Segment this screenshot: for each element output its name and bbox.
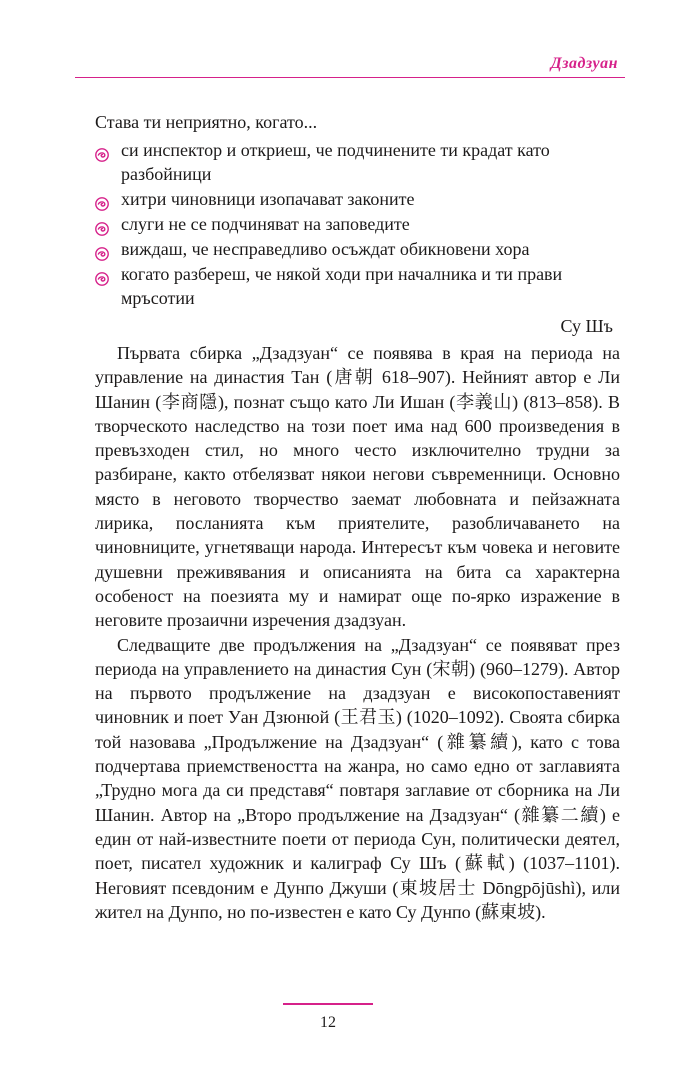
list-item-text: си инспектор и откриеш, че подчинените ти крадат като разбойници (121, 140, 550, 184)
body-paragraph: Първата сбирка „Дзадзуан“ се появява в края на периода на управление на династия Тан (唐朝 618–907). Нейният автор е Ли Шанин (李商隱), познат също като Ли Ишан (李義山) (813–858). В творческото наследство на този поет има над 600 произведения в превъзходен стил, но много често изключително трудни за разбиране, както отбелязват някои негови съвременници. Основно място в неговото творчество заемат любовната и пейзажната лирика, посланията към приятелите, разобличаването на чиновниците, угнетяващи народа. Интересът към човека и неговите душевни преживявания и описанията на бита са характерна особеност на поезията му и намират още по-ярко изражение в неговите прозаични изречения дзадзуан. (95, 343, 620, 631)
swirl-bullet-icon (95, 193, 109, 207)
page-number: 12 (320, 1014, 336, 1031)
list-item (95, 262, 615, 310)
list-item-text: хитри чиновници изопачават законите (121, 189, 415, 209)
swirl-bullet-icon (95, 268, 109, 282)
swirl-bullet-icon (95, 243, 109, 257)
body-text (95, 341, 620, 924)
list-item (95, 187, 615, 211)
epigraph-intro: Става ти неприятно, когато... (95, 112, 318, 132)
running-header-title: Дзадзуан (550, 55, 618, 72)
body-paragraph: Следващите две продължения на „Дзадзуан“ се появяват през периода на управлението на династия Сун (宋朝) (960–1279). Автор на първото продължение на дзадзуан е високопоставеният чиновник и поет Уан Дзюнюй (王君玉) (1020–1092). Своята сбирка той назовава „Продължение на Дзадзуан“ (雜纂續), като с това подчертава приемствеността на жанра, но само едно от заглавията „Трудно мога да си представя“ повтаря заглавие от сборника на Ли Шанин. Автор на „Второ продължение на Дзадзуан“ (雜纂二續) е един от най-известните поети от периода Сун, политически деятел, поет, писател художник и калиграф Су Шъ (蘇軾) (1037–1101). Неговият псевдоним е Дунпо Джуши (東坡居士 Dōngpōjūshì), или жител на Дунпо, но по-известен е като Су Дунпо (蘇東坡). (95, 634, 620, 922)
header-divider (75, 77, 625, 78)
list-item (95, 212, 615, 236)
list-item-text: виждаш, че несправедливо осъждат обикновени хора (121, 239, 530, 259)
swirl-bullet-icon (95, 218, 109, 232)
footer-divider (283, 1003, 373, 1005)
swirl-bullet-icon (95, 144, 109, 158)
epigraph-author: Су Шъ (560, 316, 613, 336)
list-item (95, 138, 615, 186)
list-item-text: слуги не се подчиняват на заповедите (121, 214, 410, 234)
epigraph-list (95, 138, 615, 310)
list-item (95, 237, 615, 261)
list-item-text: когато разбереш, че някой ходи при началника и ти прави мръсотии (121, 264, 563, 308)
epigraph (95, 110, 615, 338)
